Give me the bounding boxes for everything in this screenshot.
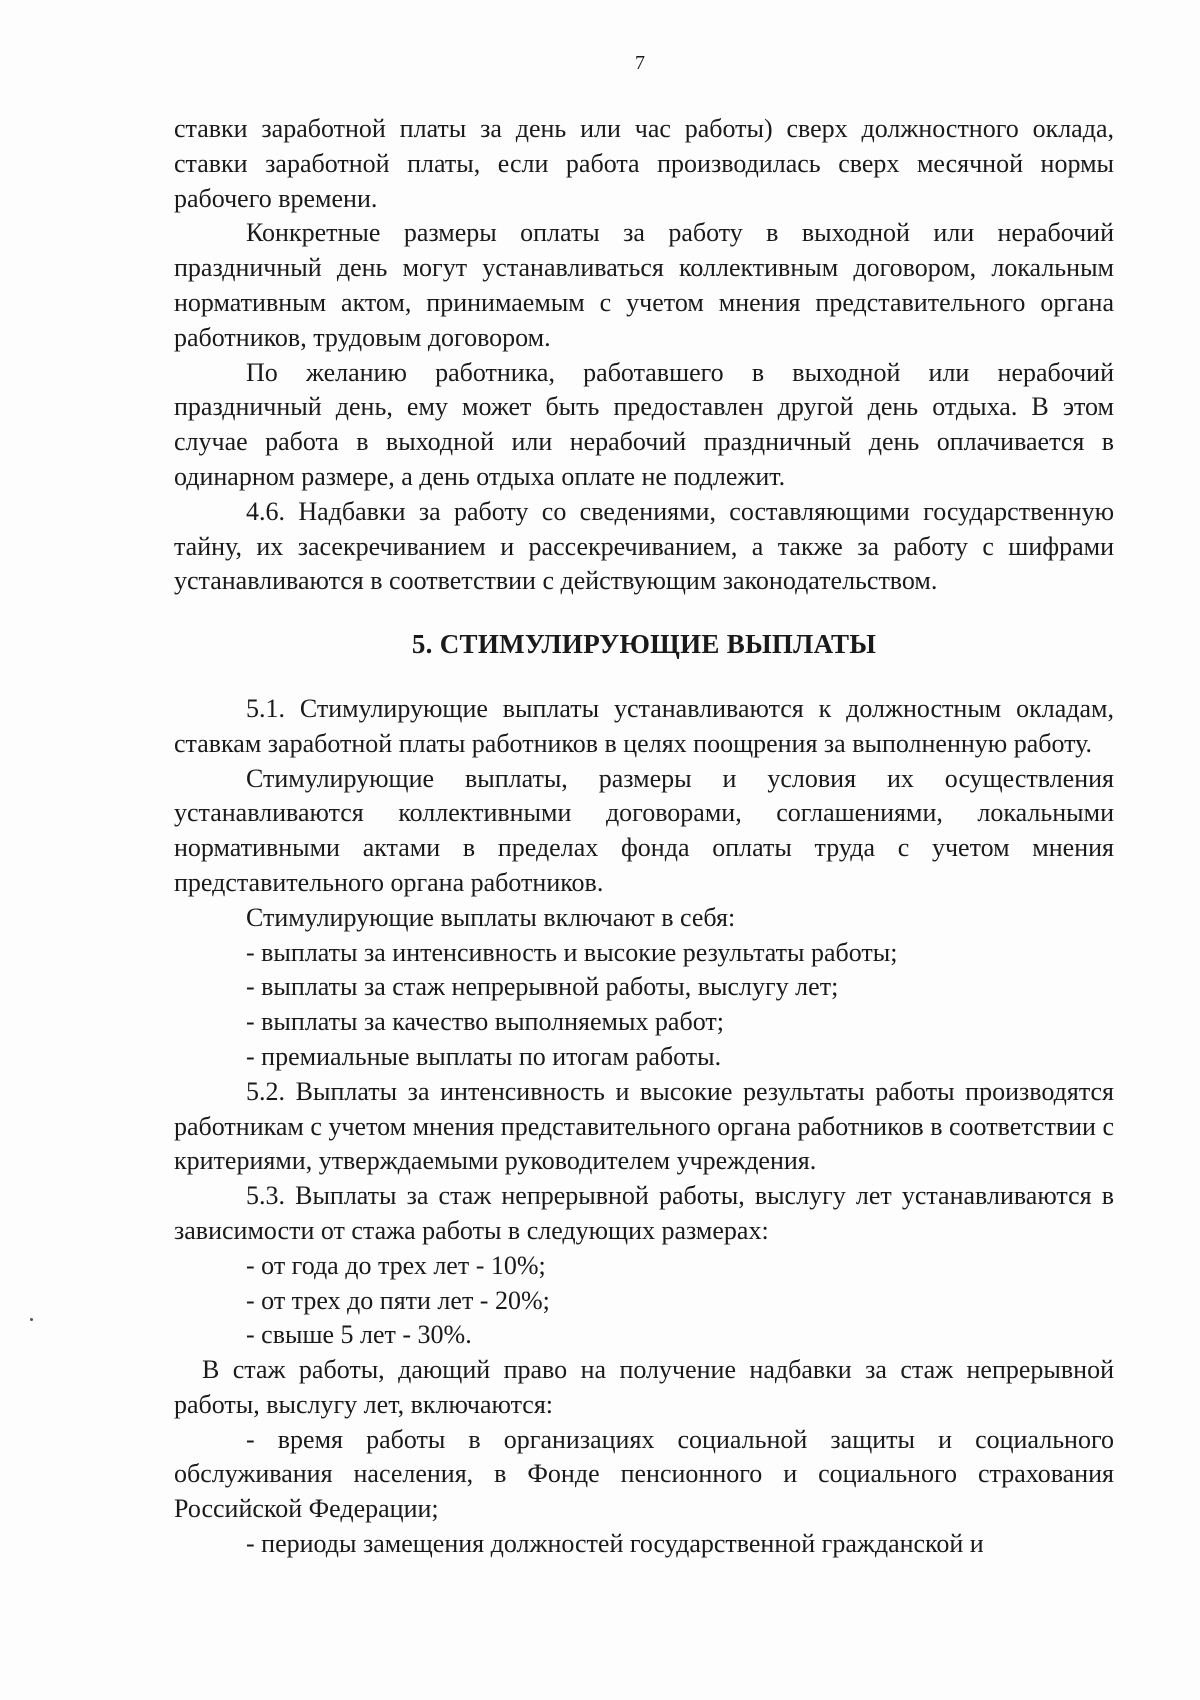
paragraph-work-time: - время работы в организациях социальной защиты и социального обслуживания населения, в Фонде пенсионного и социального страхования Российской Федерации; (174, 1424, 1114, 1524)
list-item: - свыше 5 лет - 30%. (246, 1320, 472, 1350)
list-item: - от года до трех лет - 10%; (246, 1250, 546, 1280)
page-number: 7 (635, 52, 645, 74)
paragraph-5-1-conditions: Стимулирующие выплаты, размеры и условия их осуществления устанавливаются коллективными договорами, соглашениями, локальными нормативными актами в пределах фонда оплаты труда с учетом мнения представительного органа работников. (174, 763, 1114, 897)
paragraph-day-off: По желанию работника, работавшего в выходной или нерабочий праздничный день, ему может быть предоставлен другой день отдыха. В этом случае работа в выходной или нерабочий праздничный день оплачивается в одинарном размере, а день отдыха оплате не подлежит. (174, 357, 1114, 491)
paragraph-holiday-pay: Конкретные размеры оплаты за работу в выходной или нерабочий праздничный день могут устанавливаться коллективным договором, локальным нормативным актом, принимаемым с учетом мнения представительного органа работников, трудовым договором. (174, 218, 1114, 352)
paragraph-seniority: В стаж работы, дающий право на получение надбавки за стаж непрерывной работы, выслугу лет, включаются: (174, 1355, 1114, 1419)
paragraph-5-1: 5.1. Стимулирующие выплаты устанавливаются к должностным окладам, ставкам заработной платы работников в целях поощрения за выполненную работу. (174, 693, 1114, 758)
paragraph-5-2: 5.2. Выплаты за интенсивность и высокие результаты работы производятся работникам с учетом мнения представительного органа работников в соответствии с критериями, утверждаемыми руководителем учреждения. (174, 1076, 1114, 1176)
list-item: - премиальные выплаты по итогам работы. (246, 1041, 722, 1071)
paragraph-4-6: 4.6. Надбавки за работу со сведениями, составляющими государственную тайну, их засекречиванием и рассекречиванием, а также за работу с шифрами устанавливаются в соответствии с действующим законодательством. (174, 496, 1114, 596)
includes-list (174, 936, 1114, 1075)
list-item: - выплаты за стаж непрерывной работы, выслугу лет; (246, 972, 839, 1002)
section-5-heading: 5. СТИМУЛИРУЮЩИЕ ВЫПЛАТЫ (411, 629, 877, 660)
list-item: - выплаты за интенсивность и высокие результаты работы; (246, 937, 898, 967)
paragraph-includes: Стимулирующие выплаты включают в себя: (246, 902, 736, 932)
document-body (174, 112, 1114, 1562)
list-item: - выплаты за качество выполняемых работ; (246, 1007, 724, 1037)
list-item: - от трех до пяти лет - 20%; (246, 1285, 550, 1315)
paragraph-5-3: 5.3. Выплаты за стаж непрерывной работы, выслугу лет устанавливаются в зависимости от стажа работы в следующих размерах: (174, 1181, 1114, 1245)
scan-speck (30, 1318, 33, 1321)
rates-list (174, 1249, 1114, 1353)
paragraph-periods: - периоды замещения должностей государственной гражданской и (246, 1529, 984, 1559)
paragraph-continuation: ставки заработной платы за день или час работы) сверх должностного оклада, ставки заработной платы, если работа производилась сверх месячной нормы рабочего времени. (174, 114, 1114, 213)
